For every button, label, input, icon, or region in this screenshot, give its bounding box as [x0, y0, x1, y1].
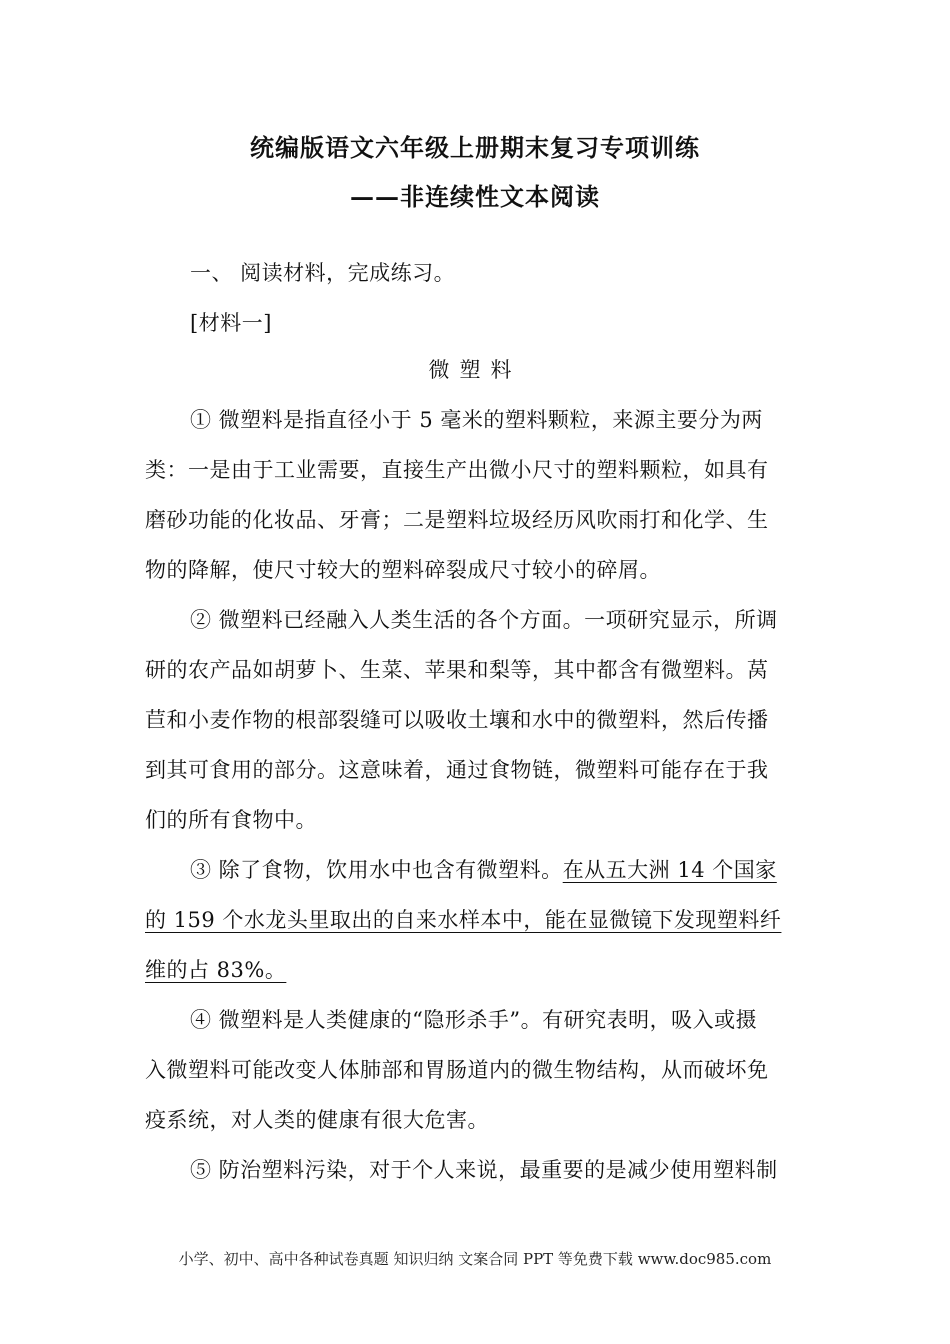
paragraph-text: ③ 除了食物，饮用水中也含有微塑料。: [190, 858, 563, 882]
paragraph-line: 到其可食用的部分。这意味着，通过食物链，微塑料可能存在于我: [145, 758, 769, 782]
document-title: 统编版语文六年级上册期末复习专项训练: [250, 133, 700, 162]
underlined-sentence: 的 159 个水龙头里取出的自来水样本中，能在显微镜下发现塑料纤: [145, 908, 782, 932]
paragraph-line: 研的农产品如胡萝卜、生菜、苹果和梨等，其中都含有微塑料。莴: [145, 658, 769, 682]
paragraph-line: ① 微塑料是指直径小于 5 毫米的塑料颗粒，来源主要分为两: [190, 408, 763, 432]
material-label: [材料一]: [190, 311, 272, 335]
paragraph-line: ② 微塑料已经融入人类生活的各个方面。一项研究显示，所调: [190, 608, 778, 632]
article-title: 微塑料: [428, 358, 522, 382]
paragraph-line: 物的降解，使尺寸较大的塑料碎裂成尺寸较小的碎屑。: [145, 558, 661, 582]
paragraph-line: 类：一是由于工业需要，直接生产出微小尺寸的塑料颗粒，如具有: [145, 458, 769, 482]
paragraph-line: ⑤ 防治塑料污染，对于个人来说，最重要的是减少使用塑料制: [190, 1158, 778, 1182]
paragraph-line: 疫系统，对人类的健康有很大危害。: [145, 1108, 489, 1132]
paragraph-line: 苣和小麦作物的根部裂缝可以吸收土壤和水中的微塑料，然后传播: [145, 708, 769, 732]
paragraph-line: [190, 854, 777, 884]
underlined-sentence: 维的占 83%。: [145, 958, 287, 982]
question-heading: 一、 阅读材料，完成练习。: [190, 261, 456, 285]
paragraph-line: 们的所有食物中。: [145, 808, 317, 832]
underlined-sentence: 在从五大洲 14 个国家: [562, 858, 777, 882]
paragraph-line: ④ 微塑料是人类健康的“隐形杀手”。有研究表明，吸入或摄: [190, 1008, 758, 1032]
document-subtitle: ——非连续性文本阅读: [350, 182, 600, 211]
page-footer: 小学、初中、高中各种试卷真题 知识归纳 文案合同 PPT 等免费下载 www.doc985.com: [178, 1250, 772, 1268]
paragraph-line: 磨砂功能的化妆品、牙膏；二是塑料垃圾经历风吹雨打和化学、生: [145, 508, 769, 532]
paragraph-line: 入微塑料可能改变人体肺部和胃肠道内的微生物结构，从而破坏免: [145, 1058, 769, 1082]
